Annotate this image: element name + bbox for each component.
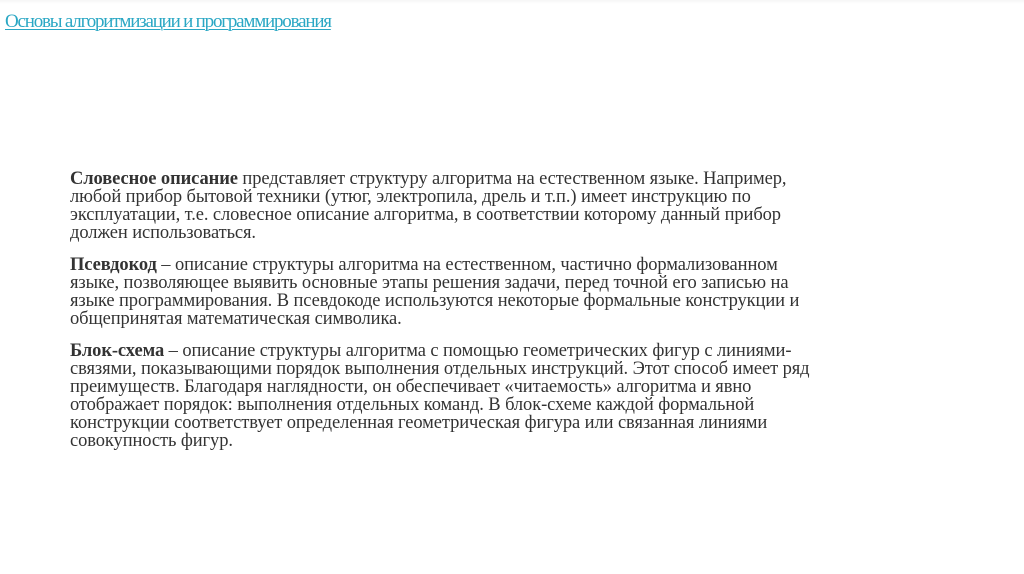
paragraph-line: представляет структуру алгоритма на естественном языке. Например,: [237, 169, 787, 189]
paragraph-pseudocode: [70, 256, 950, 328]
paragraph-line: – описание структуры алгоритма на естественном, частично формализованном: [156, 255, 778, 275]
slide-title-link[interactable]: Основы алгоритмизации и программирования: [5, 11, 331, 32]
slide-body: [70, 170, 950, 464]
term-flowchart: Блок-схема: [70, 341, 165, 361]
paragraph-line: должен использоваться.: [70, 223, 256, 243]
paragraph-line: общепринятая математическая символика.: [70, 309, 402, 329]
top-divider: [0, 0, 1024, 4]
paragraph-flowchart: [70, 342, 950, 450]
paragraph-verbal-description: [70, 170, 950, 242]
term-verbal-description: Словесное описание: [70, 169, 238, 189]
paragraph-line: преимуществ. Благодаря наглядности, он обеспечивает «читаемость» алгоритма и явно: [70, 377, 752, 397]
paragraph-line: эксплуатации, т.е. словесное описание алгоритма, в соответствии которому данный прибор: [70, 205, 781, 225]
paragraph-line: конструкции соответствует определенная геометрическая фигура или связанная линиями: [70, 413, 768, 433]
term-pseudocode: Псевдокод: [70, 255, 157, 275]
paragraph-line: – описание структуры алгоритма с помощью геометрических фигур с линиями-: [164, 341, 792, 361]
paragraph-line: языке, позволяющее выявить основные этапы решения задачи, перед точной его записью на: [70, 273, 789, 293]
paragraph-line: любой прибор бытовой техники (утюг, электропила, дрель и т.п.) имеет инструкцию по: [70, 187, 751, 207]
paragraph-line: отображает порядок: выполнения отдельных команд. В блок-схеме каждой формальной: [70, 395, 755, 415]
paragraph-line: языке программирования. В псевдокоде используются некоторые формальные конструкции и: [70, 291, 800, 311]
paragraph-line: совокупность фигур.: [70, 431, 233, 451]
paragraph-line: связями, показывающими порядок выполнения отдельных инструкций. Этот способ имеет ряд: [70, 359, 810, 379]
